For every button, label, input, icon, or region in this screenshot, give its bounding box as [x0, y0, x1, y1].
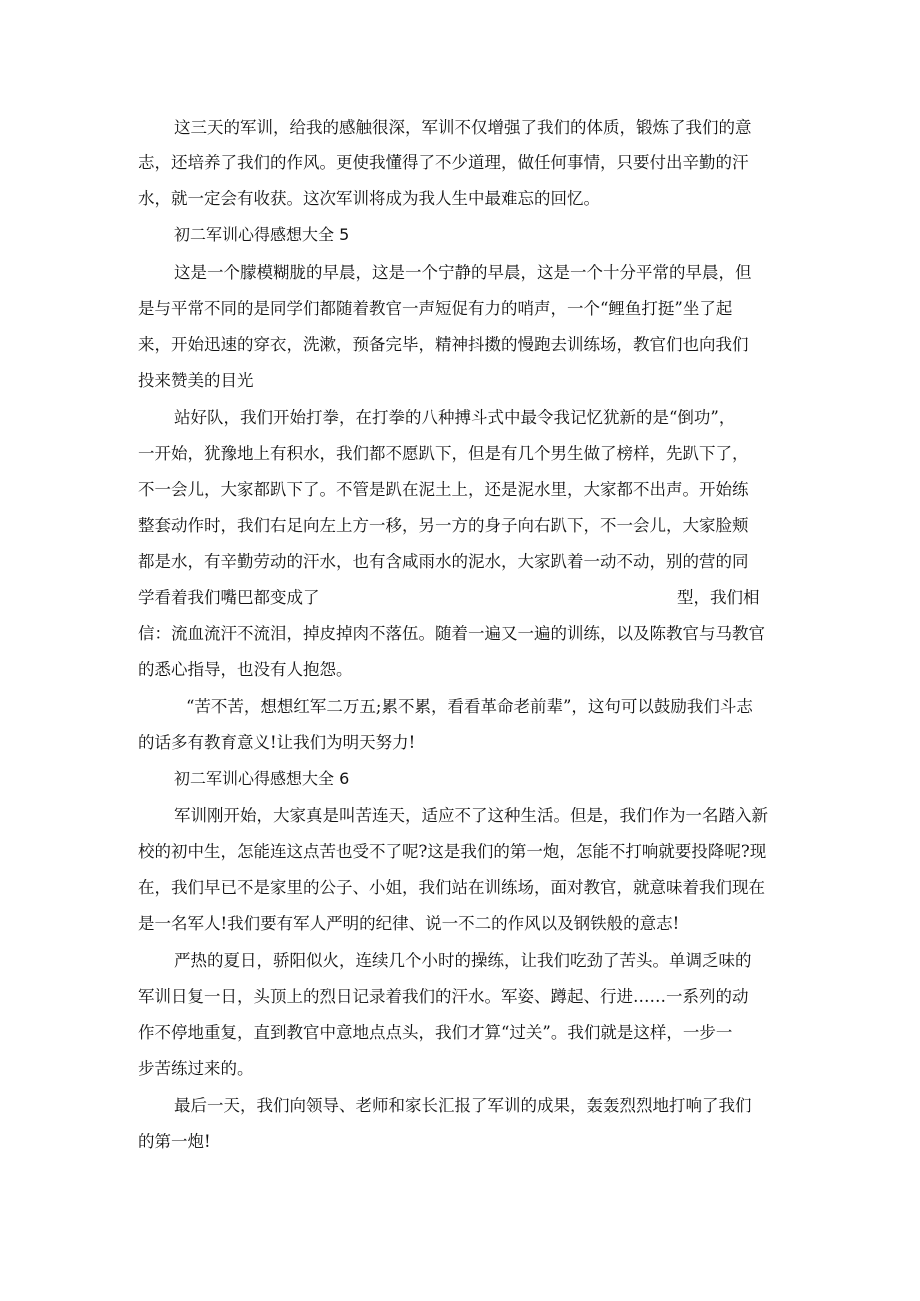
text-line: 信：流血流汗不流泪，掉皮掉肉不落伍。随着一遍又一遍的训练，以及陈教官与马教官: [138, 624, 765, 643]
text-line: 站好队，我们开始打拳，在打拳的八种搏斗式中最令我记忆犹新的是“倒功”，: [174, 408, 736, 427]
text-line: 的话多有教育意义!让我们为明天努力!: [138, 733, 416, 752]
text-line: 严热的夏日，骄阳似火，连续几个小时的操练，让我们吃劲了苦头。单调乏味的: [174, 951, 752, 970]
text-line: 最后一天，我们向领导、老师和家长汇报了军训的成果，轰轰烈烈地打响了我们: [174, 1096, 752, 1115]
text-line: 不一会儿，大家都趴下了。不管是趴在泥土上，还是泥水里，大家都不出声。开始练: [138, 480, 749, 499]
text-line: “苦不苦，想想红军二万五;累不累，看看革命老前辈”，这句可以鼓励我们斗志: [186, 697, 753, 716]
text-line: 水，就一定会有收获。这次军训将成为我人生中最难忘的回忆。: [138, 189, 600, 208]
text-line: 军训日复一日，头顶上的烈日记录着我们的汗水。军姿、蹲起、行进……一系列的动: [138, 987, 749, 1006]
text-line: 型，我们相: [677, 588, 760, 607]
text-line: 整套动作时，我们右足向左上方一移，另一方的身子向右趴下，不一会儿，大家脸颊: [138, 516, 749, 535]
text-line: 是与平常不同的是同学们都随着教官一声短促有力的哨声，一个“鲤鱼打挺”坐了起: [138, 299, 733, 318]
text-line: 一开始，犹豫地上有积水，我们都不愿趴下，但是有几个男生做了榜样，先趴下了，: [138, 444, 749, 463]
text-line: 这三天的军训，给我的感触很深，军训不仅增强了我们的体质，锻炼了我们的意: [174, 118, 752, 137]
text-line: 的第一炮!: [138, 1132, 211, 1151]
text-line: 校的初中生，怎能连这点苦也受不了呢?这是我们的第一炮，怎能不打响就要投降呢?现: [138, 842, 767, 861]
text-line: 在，我们早已不是家里的公子、小姐，我们站在训练场，面对教官，就意味着我们现在: [138, 878, 765, 897]
text-line: 作不停地重复，直到教官中意地点点头，我们才算“过关”。我们就是这样，一步一: [138, 1023, 733, 1042]
text-line: 军训刚开始，大家真是叫苦连天，适应不了这种生活。但是，我们作为一名踏入新: [174, 806, 768, 825]
section-heading-6: 初二军训心得感想大全 6: [174, 769, 350, 788]
text-line: 投来赞美的目光: [138, 371, 254, 390]
text-line: 志，还培养了我们的作风。更使我懂得了不少道理，做任何事情，只要付出辛勤的汗: [138, 153, 749, 172]
text-line: 都是水，有辛勤劳动的汗水，也有含咸雨水的泥水，大家趴着一动不动，别的营的同: [138, 552, 749, 571]
text-line: 的悉心指导，也没有人抱怨。: [138, 660, 353, 679]
section-heading-5: 初二军训心得感想大全 5: [174, 225, 350, 244]
text-line: 学看着我们嘴巴都变成了: [138, 588, 320, 607]
text-line: 步苦练过来的。: [138, 1059, 254, 1078]
text-line: 来，开始迅速的穿衣，洗漱，预备完毕，精神抖擞的慢跑去训练场，教官们也向我们: [138, 335, 749, 354]
text-line: 这是一个朦模糊胧的早晨，这是一个宁静的早晨，这是一个十分平常的早晨，但: [174, 263, 752, 282]
text-line: 是一名军人!我们要有军人严明的纪律、说一不二的作风以及钢铁般的意志!: [138, 914, 680, 933]
